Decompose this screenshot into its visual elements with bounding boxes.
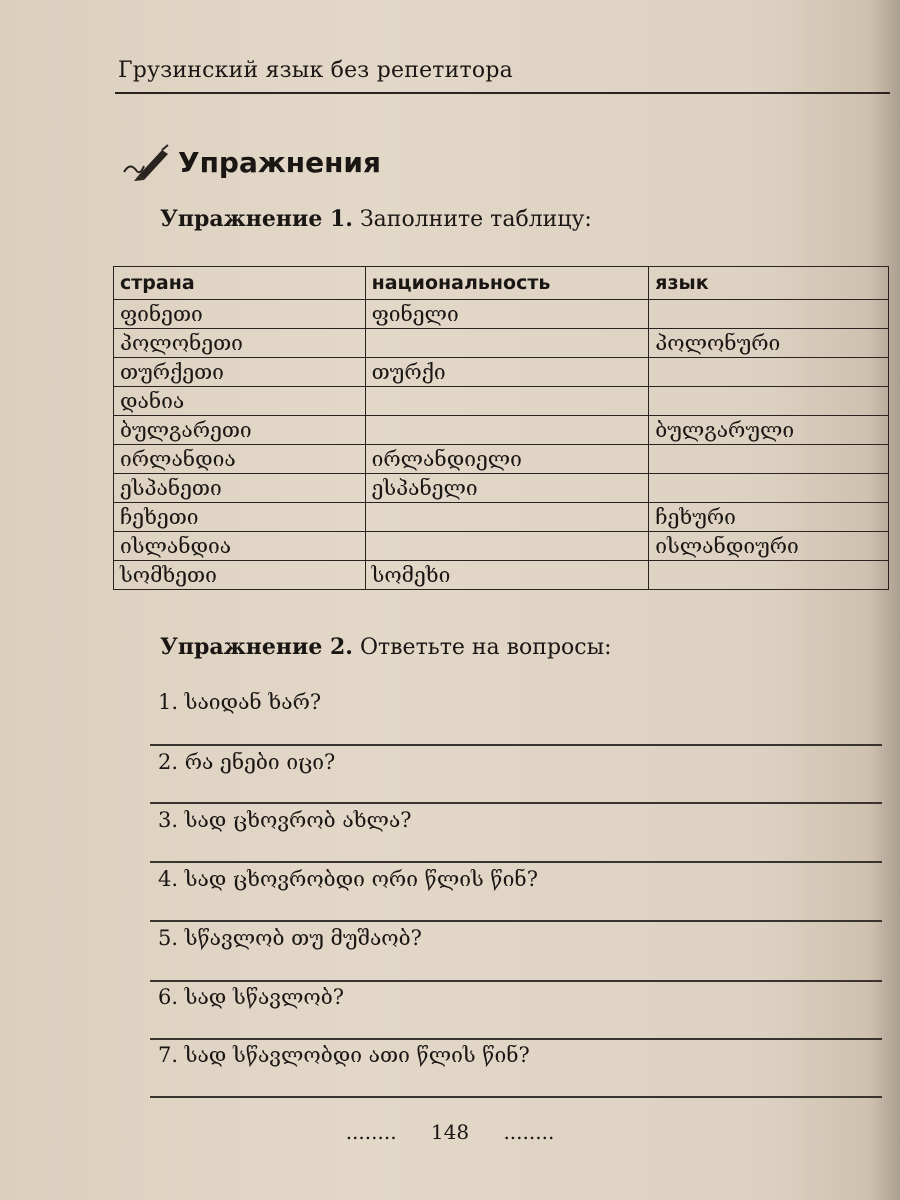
table-header-row bbox=[114, 267, 889, 300]
footer-right-dots: ........ bbox=[503, 1120, 555, 1144]
table-cell: თურქეთი bbox=[114, 358, 366, 387]
question-2: 2. რა ენები იცი? bbox=[158, 750, 336, 774]
question-4: 4. სად ცხოვრობდი ორი წლის წინ? bbox=[158, 867, 538, 891]
table-cell: ესპანელი bbox=[365, 474, 649, 503]
exercise1-instruction: Заполните таблицу: bbox=[359, 207, 592, 232]
header-rule bbox=[115, 92, 890, 94]
table-cell: ირლანდია bbox=[114, 445, 366, 474]
table-cell bbox=[365, 532, 649, 561]
table-cell: ირლანდიელი bbox=[365, 445, 649, 474]
table-cell bbox=[365, 503, 649, 532]
question-3: 3. სად ცხოვრობ ახლა? bbox=[158, 808, 412, 832]
table-cell: პოლონეთი bbox=[114, 329, 366, 358]
question-1: 1. საიდან ხარ? bbox=[158, 690, 322, 714]
table-cell: ფინეთი bbox=[114, 300, 366, 329]
question-6: 6. სად სწავლობ? bbox=[158, 985, 344, 1009]
running-title: Грузинский язык без репетитора bbox=[118, 58, 513, 83]
table-cell: ჩეხური bbox=[649, 503, 889, 532]
section-title-label: Упражнения bbox=[178, 145, 382, 179]
table-cell: ისლანდიური bbox=[649, 532, 889, 561]
exercise1-heading bbox=[160, 206, 592, 232]
table-cell: დანია bbox=[114, 387, 366, 416]
table-cell bbox=[365, 416, 649, 445]
answer-line-5 bbox=[150, 980, 882, 982]
page-footer bbox=[0, 1120, 900, 1144]
answer-line-1 bbox=[150, 744, 882, 746]
table-row bbox=[114, 300, 889, 329]
table-cell bbox=[649, 561, 889, 590]
answer-line-4 bbox=[150, 920, 882, 922]
table-cell: სომეხი bbox=[365, 561, 649, 590]
table-header-cell: национальность bbox=[365, 267, 649, 300]
table-row bbox=[114, 358, 889, 387]
table-cell bbox=[649, 387, 889, 416]
answer-line-2 bbox=[150, 802, 882, 804]
question-7: 7. სად სწავლობდი ათი წლის წინ? bbox=[158, 1043, 530, 1067]
table-row bbox=[114, 561, 889, 590]
question-5: 5. სწავლობ თუ მუშაობ? bbox=[158, 926, 422, 950]
table-row bbox=[114, 445, 889, 474]
table-cell: ისლანდია bbox=[114, 532, 366, 561]
table-cell: თურქი bbox=[365, 358, 649, 387]
table-row bbox=[114, 503, 889, 532]
table-cell: სომხეთი bbox=[114, 561, 366, 590]
table-header-cell: язык bbox=[649, 267, 889, 300]
table-cell bbox=[649, 358, 889, 387]
table-row bbox=[114, 474, 889, 503]
answer-line-3 bbox=[150, 861, 882, 863]
table-cell bbox=[365, 387, 649, 416]
table-cell bbox=[649, 300, 889, 329]
table-cell: პოლონური bbox=[649, 329, 889, 358]
answer-line-7 bbox=[150, 1096, 882, 1098]
table-cell: ესპანეთი bbox=[114, 474, 366, 503]
page-spine-shadow bbox=[870, 0, 900, 1200]
table-cell: ფინელი bbox=[365, 300, 649, 329]
table-cell bbox=[649, 445, 889, 474]
exercise1-number: Упражнение 1. bbox=[160, 206, 353, 232]
table-row bbox=[114, 532, 889, 561]
table-row bbox=[114, 387, 889, 416]
table-header-cell: страна bbox=[114, 267, 366, 300]
table-cell: ბულგარეთი bbox=[114, 416, 366, 445]
table-cell bbox=[365, 329, 649, 358]
table-cell bbox=[649, 474, 889, 503]
page-number: 148 bbox=[430, 1120, 470, 1144]
answer-line-6 bbox=[150, 1038, 882, 1040]
exercise2-heading bbox=[160, 634, 612, 660]
table-row bbox=[114, 329, 889, 358]
table-row bbox=[114, 416, 889, 445]
pen-icon bbox=[118, 142, 174, 182]
table-cell: ბულგარული bbox=[649, 416, 889, 445]
section-title bbox=[118, 140, 381, 184]
footer-left-dots: ........ bbox=[345, 1120, 397, 1144]
exercise1-table bbox=[113, 266, 889, 590]
table-cell: ჩეხეთი bbox=[114, 503, 366, 532]
exercise2-instruction: Ответьте на вопросы: bbox=[359, 635, 612, 660]
exercise2-number: Упражнение 2. bbox=[160, 634, 353, 660]
